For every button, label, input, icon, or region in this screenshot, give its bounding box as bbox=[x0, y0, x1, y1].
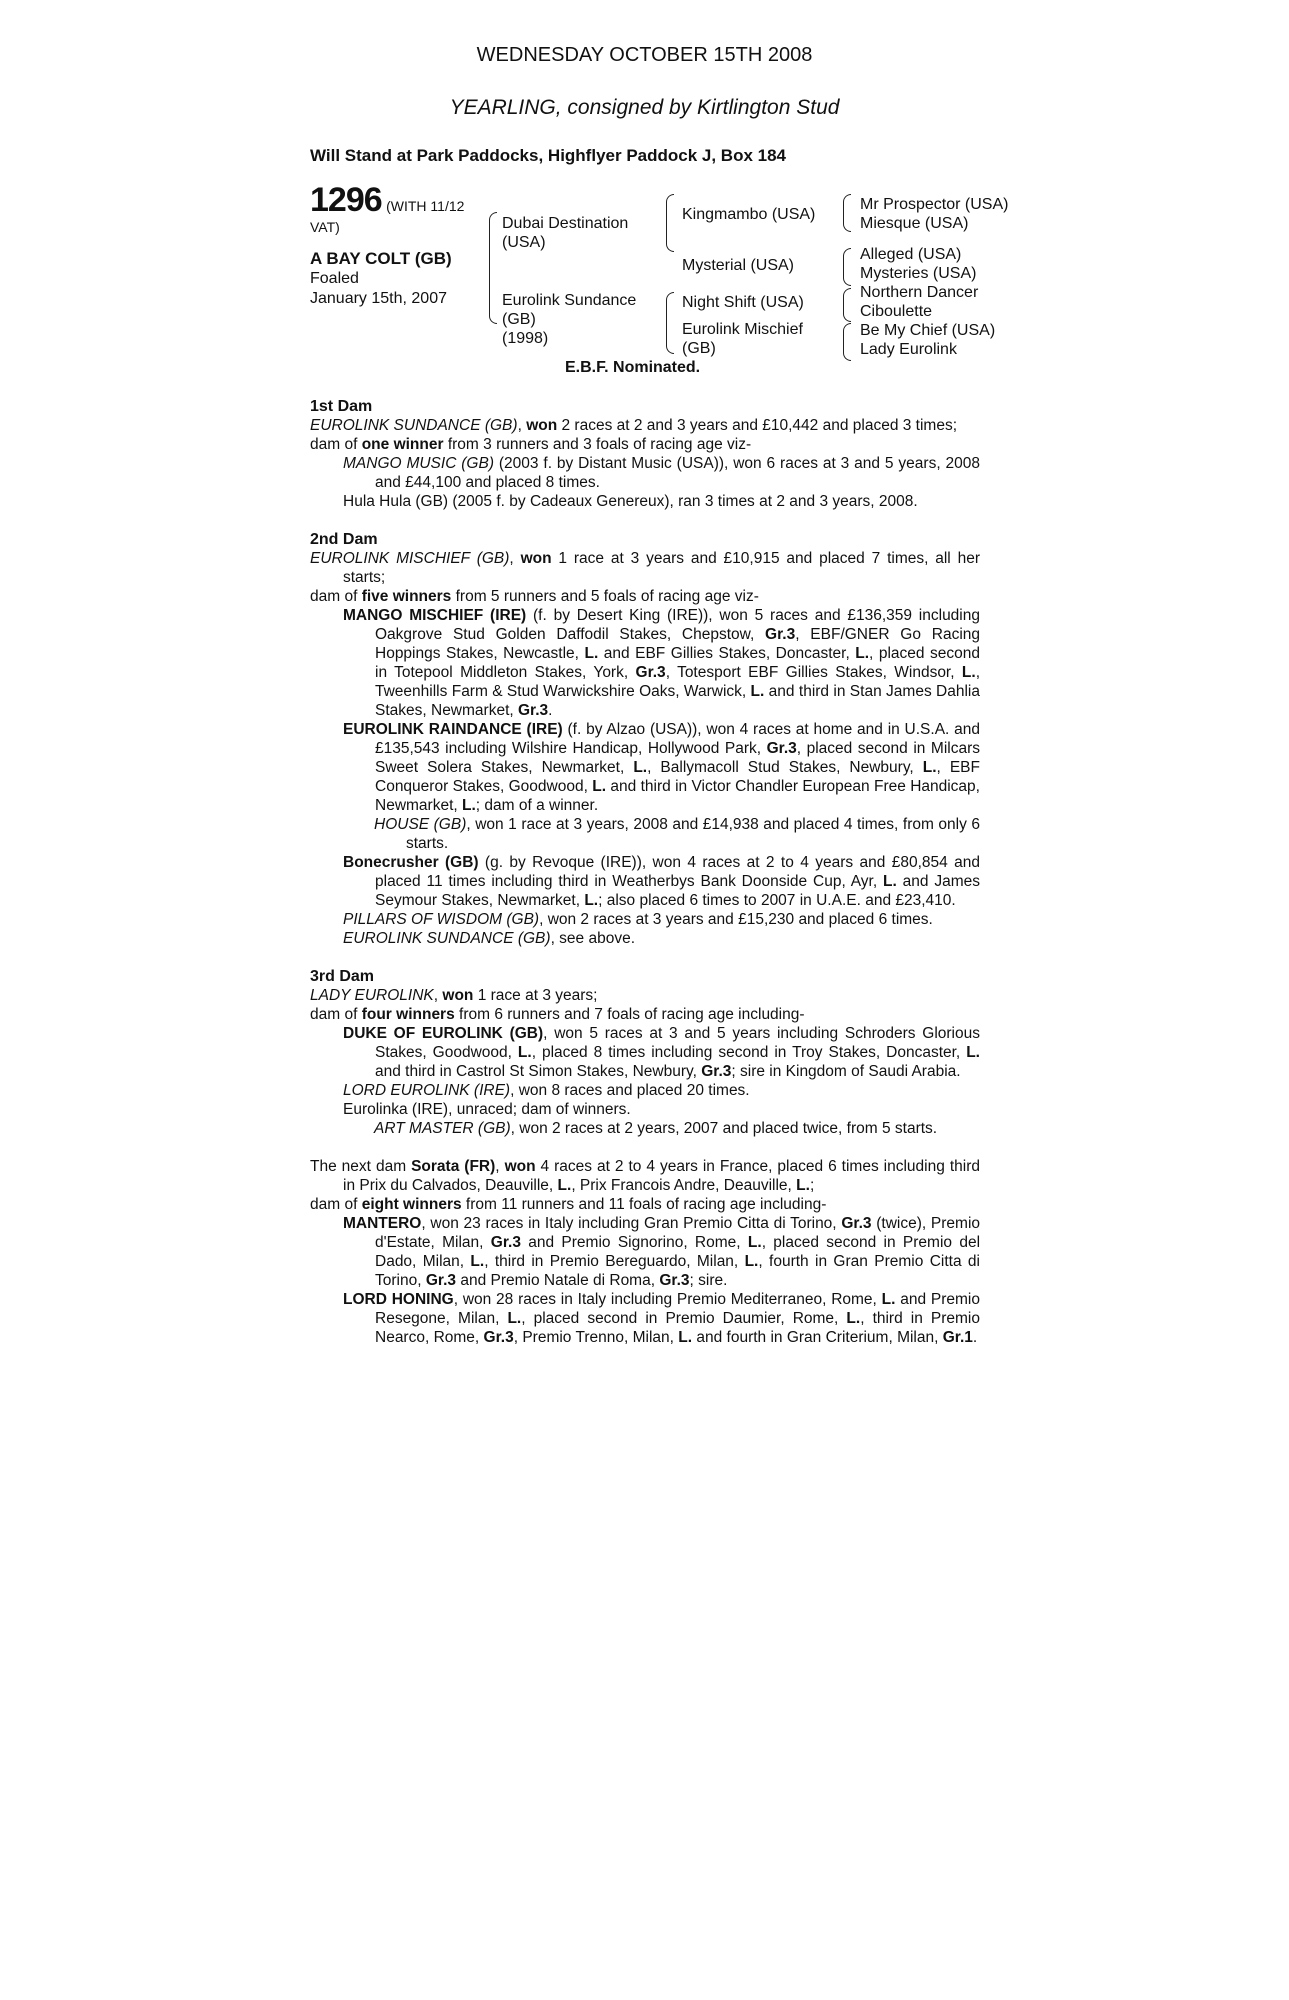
bracket bbox=[666, 194, 674, 252]
pedigree-dam-dam: Eurolink Mischief (GB) bbox=[682, 321, 803, 357]
bracket bbox=[666, 292, 674, 354]
foaled-date: January 15th, 2007 bbox=[310, 290, 447, 307]
lot-number: 1296 bbox=[310, 181, 382, 219]
sale-date: WEDNESDAY OCTOBER 15TH 2008 bbox=[476, 44, 813, 66]
progeny-entry: MANTERO, won 23 races in Italy including Gran Premio Citta di Torino, Gr.3 (twice), Premio d'Estate, Milan, Gr.3 and Premio Signorino, Rome, L., placed second in Premio del Dado, Milan, L., third in Premio Bereguardo, Milan, L., fourth in Gran Premio Citta di Torino, Gr.3 and Premio Natale di Roma, Gr.3; sire. bbox=[343, 1215, 981, 1289]
pedigree-gen3-3: Northern Dancer Ciboulette bbox=[860, 284, 979, 320]
second-dam-heading: 2nd Dam bbox=[310, 531, 378, 548]
ebf-nomination: E.B.F. Nominated. bbox=[565, 359, 701, 376]
progeny-entry: Bonecrusher (GB) (g. by Revoque (IRE)), won 4 races at 2 to 4 years and £80,854 and placed 11 times including third in Weatherbys Bank Doonside Cup, Ayr, L. and James Seymour Stakes, Newmarket, L.; also placed 6 times to 2007 in U.A.E. and £23,410. bbox=[343, 854, 980, 909]
first-dam-heading: 1st Dam bbox=[310, 398, 373, 415]
progeny-entry: PILLARS OF WISDOM (GB), won 2 races at 3 years and £15,230 and placed 6 times. bbox=[343, 911, 933, 928]
pedigree-gen3-1: Mr Prospector (USA) Miesque (USA) bbox=[860, 196, 1009, 232]
foaled-label: Foaled bbox=[310, 270, 359, 287]
pedigree-sire: Dubai Destination (USA) bbox=[502, 215, 629, 251]
bracket bbox=[489, 212, 497, 324]
first-dam-produce: dam of one winner from 3 runners and 3 foals of racing age viz- bbox=[310, 436, 752, 453]
bracket bbox=[843, 194, 851, 232]
pedigree-dam-sire: Night Shift (USA) bbox=[682, 294, 804, 311]
next-dam-record: The next dam Sorata (FR), won 4 races at 2 to 4 years in France, placed 6 times including third in Prix du Calvados, Deauville, L., Prix Francois Andre, Deauville, L.; bbox=[310, 1158, 980, 1194]
bracket bbox=[843, 288, 851, 322]
pedigree-gen3-4: Be My Chief (USA) Lady Eurolink bbox=[860, 322, 996, 358]
pedigree-dam: Eurolink Sundance (GB) (1998) bbox=[502, 292, 637, 347]
vat-note: (WITH 11/12 bbox=[386, 198, 465, 214]
second-dam-record: EUROLINK MISCHIEF (GB), won 1 race at 3 years and £10,915 and placed 7 times, all her starts; bbox=[310, 550, 980, 586]
consignment-line: YEARLING, consigned by Kirtlington Stud bbox=[449, 96, 840, 119]
progeny-entry: EUROLINK SUNDANCE (GB), see above. bbox=[343, 930, 636, 947]
bracket bbox=[843, 323, 851, 361]
progeny-entry: Eurolinka (IRE), unraced; dam of winners. bbox=[343, 1101, 631, 1118]
progeny-entry: DUKE OF EUROLINK (GB), won 5 races at 3 and 5 years including Schroders Glorious Stakes, Goodwood, L., placed 8 times including second in Troy Stakes, Doncaster, L. and third in Castrol St Simon Stakes, Newbury, Gr.3; sire in Kingdom of Saudi Arabia. bbox=[343, 1025, 980, 1080]
second-dam-produce: dam of five winners from 5 runners and 5 foals of racing age viz- bbox=[310, 588, 759, 605]
third-dam-heading: 3rd Dam bbox=[310, 968, 375, 985]
lot-info bbox=[310, 181, 480, 309]
first-dam-record: EUROLINK SUNDANCE (GB), won 2 races at 2 and 3 years and £10,442 and placed 3 times; bbox=[310, 417, 958, 434]
pedigree-gen3-2: Alleged (USA) Mysteries (USA) bbox=[860, 246, 977, 282]
progeny-entry: MANGO MUSIC (GB) (2003 f. by Distant Music (USA)), won 6 races at 3 and 5 years, 2008 and £44,100 and placed 8 times. bbox=[343, 455, 980, 491]
progeny-entry: Hula Hula (GB) (2005 f. by Cadeaux Genereux), ran 3 times at 2 and 3 years, 2008. bbox=[343, 493, 918, 510]
progeny-entry: LORD EUROLINK (IRE), won 8 races and placed 20 times. bbox=[343, 1082, 750, 1099]
third-dam-record: LADY EUROLINK, won 1 race at 3 years; bbox=[310, 987, 598, 1004]
progeny-entry: MANGO MISCHIEF (IRE) (f. by Desert King (IRE)), won 5 races and £136,359 including Oakgrove Stud Golden Daffodil Stakes, Chepstow, Gr.3, EBF/GNER Go Racing Hoppings Stakes, Newcastle, L. and EBF Gillies Stakes, Doncaster, L., placed second in Totepool Middleton Stakes, York, Gr.3, Totesport EBF Gillies Stakes, Windsor, L., Tweenhills Farm & Stud Warwickshire Oaks, Warwick, L. and third in Stan James Dahlia Stakes, Newmarket, Gr.3. bbox=[343, 607, 980, 719]
pedigree-sire-sire: Kingmambo (USA) bbox=[682, 206, 816, 223]
third-dam-produce: dam of four winners from 6 runners and 7 foals of racing age including- bbox=[310, 1006, 805, 1023]
pedigree-sire-dam: Mysterial (USA) bbox=[682, 257, 795, 274]
next-dam-produce: dam of eight winners from 11 runners and 11 foals of racing age including- bbox=[310, 1196, 827, 1213]
progeny-entry: EUROLINK RAINDANCE (IRE) (f. by Alzao (USA)), won 4 races at home and in U.S.A. and £135,543 including Wilshire Handicap, Hollywood Park, Gr.3, placed second in Milcars Sweet Solera Stakes, Newmarket, L., Ballymacoll Stud Stakes, Newbury, L., EBF Conqueror Stakes, Goodwood, L. and third in Victor Chandler European Free Handicap, Newmarket, L.; dam of a winner. bbox=[343, 721, 980, 814]
lot-description: A BAY COLT (GB) bbox=[310, 249, 452, 268]
stand-location: Will Stand at Park Paddocks, Highflyer Paddock J, Box 184 bbox=[310, 146, 786, 165]
vat-note-cont: VAT) bbox=[310, 219, 340, 235]
progeny-sub-entry: ART MASTER (GB), won 2 races at 2 years, 2007 and placed twice, from 5 starts. bbox=[374, 1120, 938, 1137]
pedigree-text bbox=[310, 397, 980, 1347]
progeny-entry: LORD HONING, won 28 races in Italy including Premio Mediterraneo, Rome, L. and Premio Resegone, Milan, L., placed second in Premio Daumier, Rome, L., third in Premio Nearco, Rome, Gr.3, Premio Trenno, Milan, L. and fourth in Gran Criterium, Milan, Gr.1. bbox=[343, 1291, 980, 1346]
progeny-sub-entry: HOUSE (GB), won 1 race at 3 years, 2008 and £14,938 and placed 4 times, from only 6 starts. bbox=[374, 816, 980, 852]
bracket bbox=[843, 248, 851, 286]
